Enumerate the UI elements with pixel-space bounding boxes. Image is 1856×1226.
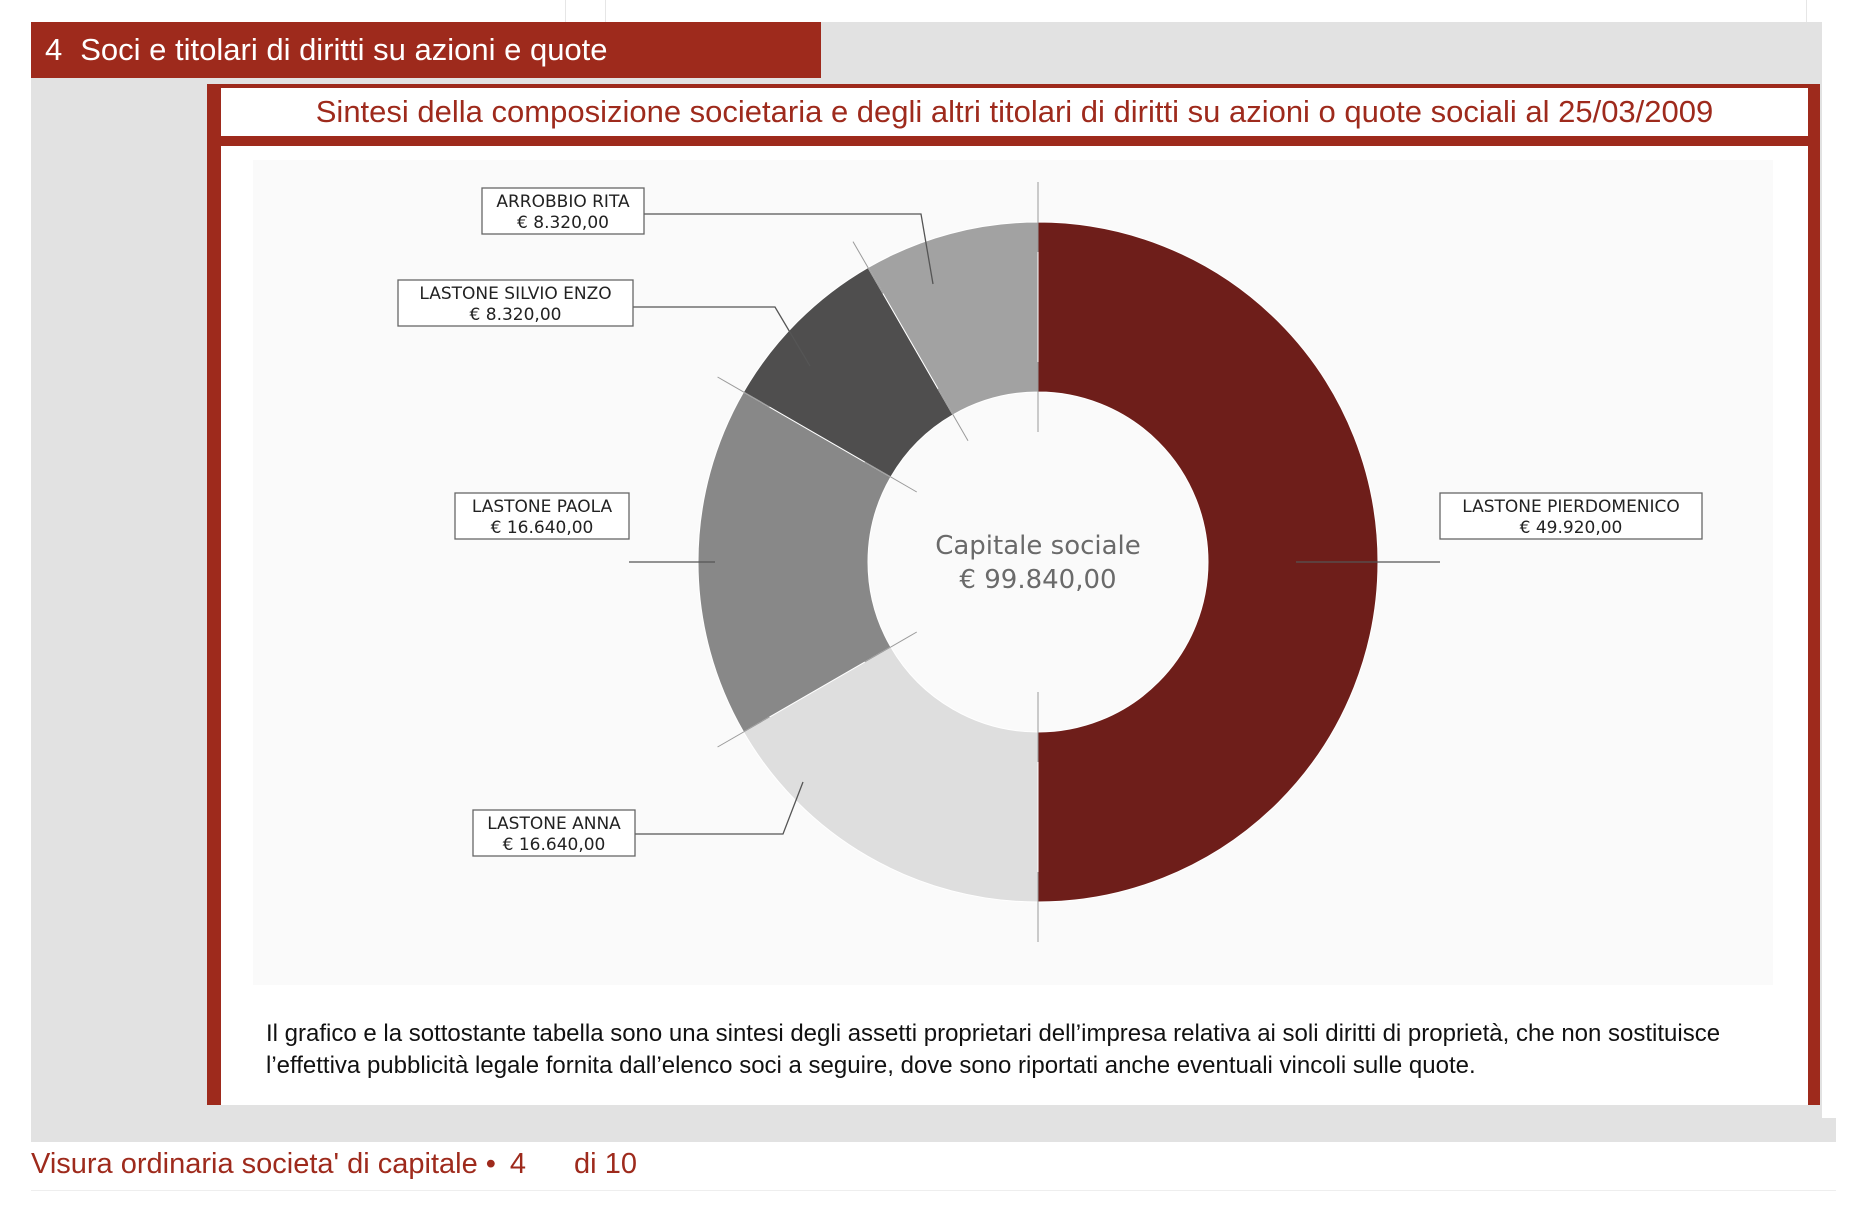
- right-margin: [1822, 22, 1836, 1118]
- slice-label: ARROBBIO RITA: [496, 192, 630, 212]
- section-number: 4: [45, 32, 63, 67]
- slice-label: LASTONE PIERDOMENICO: [1462, 497, 1680, 517]
- footer-line: [31, 1190, 1836, 1191]
- slice-label: LASTONE ANNA: [487, 814, 621, 834]
- slice-label: LASTONE PAOLA: [471, 497, 613, 517]
- slice-value-label: € 8.320,00: [469, 305, 562, 325]
- section-title: Soci e titolari di diritti su azioni e quote: [80, 32, 608, 67]
- divider: [605, 0, 606, 22]
- donut-chart: [253, 160, 1773, 985]
- center-label-title: Capitale sociale: [935, 531, 1141, 561]
- page-footer: [31, 1142, 637, 1186]
- footer-total-pages: 10: [604, 1148, 637, 1180]
- chart-subtitle: Sintesi della composizione societaria e degli altri titolari di diritti su azioni o quote sociali al 25/03/2009: [221, 88, 1808, 136]
- divider: [1806, 0, 1807, 22]
- divider: [565, 0, 566, 22]
- leader-line: [635, 782, 803, 834]
- center-label-value: € 99.840,00: [959, 565, 1117, 595]
- top-strip: [0, 0, 1856, 22]
- panel-content: [221, 146, 1808, 1105]
- footer-doc-title: Visura ordinaria societa' di capitale •: [31, 1148, 496, 1180]
- chart-svg: [253, 160, 1773, 985]
- slice-value-label: € 49.920,00: [1519, 518, 1623, 538]
- summary-panel: [207, 84, 1820, 1105]
- slice-value-label: € 16.640,00: [502, 835, 606, 855]
- footer-of: di: [574, 1148, 597, 1180]
- chart-note: Il grafico e la sottostante tabella sono una sintesi degli assetti proprietari dell’impresa relativa ai soli diritti di proprietà, che non sostituisce l’effettiva pubblicità legale fornita dall’elenco soci a seguire, dove sono riportati anche eventuali vincoli sulle quote.: [266, 1020, 1721, 1079]
- slice-value-label: € 16.640,00: [490, 518, 594, 538]
- slice-value-label: € 8.320,00: [517, 213, 609, 233]
- footer-page-number: 4: [509, 1148, 527, 1180]
- section-header: [31, 22, 821, 78]
- slice-label: LASTONE SILVIO ENZO: [419, 284, 612, 304]
